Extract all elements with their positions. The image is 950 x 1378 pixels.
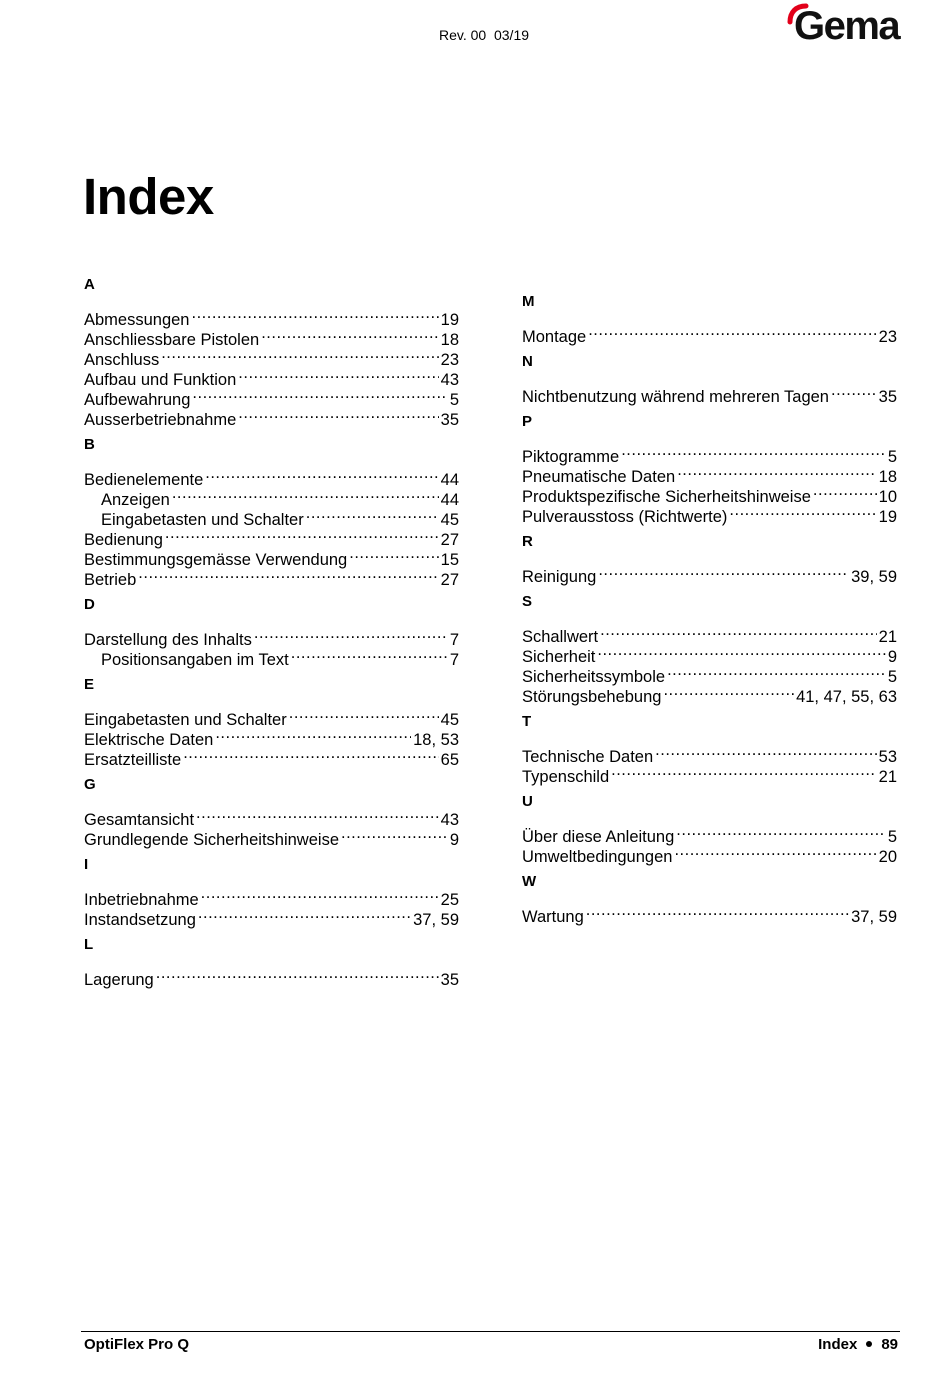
index-section <box>522 792 897 866</box>
index-section-letter: L <box>84 936 94 953</box>
index-page-ref: 65 <box>440 751 459 769</box>
index-term: Inbetriebnahme <box>84 891 199 909</box>
dot-leader <box>677 462 876 482</box>
footer-page-number: 89 <box>881 1336 898 1353</box>
index-term: Eingabetasten und Schalter <box>101 511 304 529</box>
index-section <box>84 775 459 849</box>
index-term: Reinigung <box>522 568 597 586</box>
index-term: Bedienelemente <box>84 471 204 489</box>
index-section <box>522 532 897 586</box>
index-term: Nichtbenutzung während mehreren Tagen <box>522 388 829 406</box>
index-section <box>522 712 897 786</box>
dot-leader <box>261 325 438 345</box>
index-entry <box>522 622 897 646</box>
index-page-ref: 43 <box>440 371 459 389</box>
dot-leader <box>238 405 438 425</box>
index-entry <box>84 885 459 909</box>
index-section-letter: W <box>522 873 537 890</box>
dot-leader <box>138 565 438 585</box>
footer-page-info <box>818 1336 898 1353</box>
index-section <box>522 412 897 526</box>
index-page-ref: 19 <box>440 311 459 329</box>
index-term: Pneumatische Daten <box>522 468 676 486</box>
index-section-letter: U <box>522 793 533 810</box>
index-page-ref: 21 <box>878 628 897 646</box>
dot-leader <box>667 662 886 682</box>
index-page-ref: 7 <box>449 651 459 669</box>
index-term: Betrieb <box>84 571 137 589</box>
index-page-ref: 43 <box>440 811 459 829</box>
dot-leader <box>600 622 877 642</box>
index-section-letter: P <box>522 413 533 430</box>
dot-leader <box>586 902 849 922</box>
index-column-left <box>84 270 459 995</box>
index-page-ref: 21 <box>878 768 897 786</box>
dot-leader <box>729 502 876 522</box>
index-section <box>522 352 897 406</box>
dot-leader <box>597 642 885 662</box>
index-entry <box>84 805 459 829</box>
index-term: Grundlegende Sicherheitshinweise <box>84 831 339 849</box>
dot-leader <box>254 625 448 645</box>
index-page-ref: 44 <box>440 491 459 509</box>
index-section <box>522 872 897 926</box>
index-page-ref: 10 <box>878 488 897 506</box>
index-page-ref: 37, 59 <box>413 911 459 929</box>
index-term: Anzeigen <box>101 491 170 509</box>
dot-leader <box>813 482 877 502</box>
index-term: Instandsetzung <box>84 911 196 929</box>
dot-leader <box>598 562 849 582</box>
dot-leader <box>349 545 438 565</box>
index-page-ref: 45 <box>440 511 459 529</box>
index-entry <box>84 705 459 729</box>
index-page-ref: 18 <box>878 468 897 486</box>
index-section-letter: B <box>84 436 95 453</box>
dot-leader <box>663 682 794 702</box>
dot-leader <box>588 322 876 342</box>
index-section <box>84 675 459 769</box>
dot-leader <box>165 525 439 545</box>
index-section-letter: E <box>84 676 95 693</box>
index-term: Wartung <box>522 908 584 926</box>
index-page-ref: 18, 53 <box>413 731 459 749</box>
index-term: Sicherheitssymbole <box>522 668 666 686</box>
index-term: Piktogramme <box>522 448 620 466</box>
index-entry <box>522 322 897 346</box>
dot-leader <box>306 505 439 525</box>
dot-leader <box>831 382 877 402</box>
index-entry <box>522 562 897 586</box>
index-page-ref: 23 <box>878 328 897 346</box>
dot-leader <box>215 725 411 745</box>
index-section-letter: R <box>522 533 533 550</box>
index-section-letter: M <box>522 293 535 310</box>
index-term: Umweltbedingungen <box>522 848 673 866</box>
footer-divider <box>81 1331 900 1332</box>
dot-leader <box>192 305 439 325</box>
dot-leader <box>198 905 411 925</box>
index-page-ref: 5 <box>449 391 459 409</box>
dot-leader <box>341 825 448 845</box>
index-section <box>84 595 459 669</box>
index-term: Bedienung <box>84 531 163 549</box>
index-term: Darstellung des Inhalts <box>84 631 252 649</box>
index-page-ref: 5 <box>887 448 897 466</box>
index-term: Ersatzteilliste <box>84 751 182 769</box>
index-page-ref: 18 <box>440 331 459 349</box>
footer-section-name: Index <box>818 1336 858 1353</box>
index-term: Bestimmungsgemässe Verwendung <box>84 551 348 569</box>
index-page-ref: 39, 59 <box>851 568 897 586</box>
index-term: Aufbewahrung <box>84 391 191 409</box>
dot-leader <box>676 822 886 842</box>
index-term: Lagerung <box>84 971 154 989</box>
index-term: Eingabetasten und Schalter <box>84 711 287 729</box>
index-term: Über diese Anleitung <box>522 828 675 846</box>
index-section-letter: T <box>522 713 532 730</box>
index-term: Abmessungen <box>84 311 190 329</box>
index-section-letter: I <box>84 856 89 873</box>
dot-leader <box>674 842 876 862</box>
index-term: Typenschild <box>522 768 610 786</box>
index-page-ref: 25 <box>440 891 459 909</box>
index-column-right <box>522 287 897 932</box>
index-entry <box>522 742 897 766</box>
index-term: Anschliessbare Pistolen <box>84 331 260 349</box>
dot-leader <box>172 485 439 505</box>
index-section-letter: N <box>522 353 533 370</box>
index-page-ref: 7 <box>449 631 459 649</box>
index-page-ref: 35 <box>440 971 459 989</box>
index-page-ref: 35 <box>440 411 459 429</box>
index-term: Positionsangaben im Text <box>101 651 289 669</box>
index-page-ref: 41, 47, 55, 63 <box>796 688 897 706</box>
dot-leader <box>238 365 438 385</box>
bullet-icon <box>866 1341 872 1347</box>
index-section <box>84 855 459 929</box>
index-page-ref: 5 <box>887 668 897 686</box>
index-entry <box>84 305 459 329</box>
dot-leader <box>289 705 439 725</box>
index-term: Gesamtansicht <box>84 811 195 829</box>
index-entry <box>522 382 897 406</box>
index-page-ref: 15 <box>440 551 459 569</box>
index-term: Schallwert <box>522 628 599 646</box>
page-title: Index <box>83 168 214 225</box>
index-term: Elektrische Daten <box>84 731 214 749</box>
index-entry <box>84 625 459 649</box>
index-term: Pulverausstoss (Richtwerte) <box>522 508 728 526</box>
index-page-ref: 44 <box>440 471 459 489</box>
index-section-letter: S <box>522 593 533 610</box>
index-entry <box>84 965 459 989</box>
dot-leader <box>161 345 438 365</box>
index-page-ref: 53 <box>878 748 897 766</box>
index-entry <box>522 822 897 846</box>
index-entry <box>84 465 459 489</box>
index-page-ref: 27 <box>440 531 459 549</box>
index-section-letter: G <box>84 776 96 793</box>
index-term: Produktspezifische Sicherheitshinweise <box>522 488 811 506</box>
dot-leader <box>156 965 439 985</box>
index-page-ref: 9 <box>887 648 897 666</box>
index-entry <box>522 902 897 926</box>
index-page-ref: 45 <box>440 711 459 729</box>
revision-label: Rev. 00 03/19 <box>439 27 530 43</box>
dot-leader <box>183 745 438 765</box>
index-page-ref: 5 <box>887 828 897 846</box>
index-entry <box>522 442 897 466</box>
index-term: Störungsbehebung <box>522 688 662 706</box>
index-term: Anschluss <box>84 351 160 369</box>
dot-leader <box>291 645 448 665</box>
index-section <box>522 592 897 706</box>
dot-leader <box>655 742 876 762</box>
index-section <box>84 275 459 429</box>
dot-leader <box>196 805 439 825</box>
dot-leader <box>621 442 886 462</box>
index-page-ref: 23 <box>440 351 459 369</box>
index-section-letter: A <box>84 276 95 293</box>
index-term: Technische Daten <box>522 748 654 766</box>
index-page-ref: 19 <box>878 508 897 526</box>
index-term: Aufbau und Funktion <box>84 371 237 389</box>
index-section-letter: D <box>84 596 95 613</box>
index-entry <box>84 565 459 589</box>
footer-product-name: OptiFlex Pro Q <box>84 1336 190 1353</box>
index-term: Sicherheit <box>522 648 596 666</box>
dot-leader <box>611 762 877 782</box>
index-page-ref: 35 <box>878 388 897 406</box>
index-page-ref: 37, 59 <box>851 908 897 926</box>
index-term: Montage <box>522 328 587 346</box>
dot-leader <box>205 465 438 485</box>
dot-leader <box>192 385 447 405</box>
logo-wordmark: Gema <box>794 4 900 48</box>
index-section <box>84 435 459 589</box>
index-page-ref: 27 <box>440 571 459 589</box>
index-page-ref: 20 <box>878 848 897 866</box>
index-page-ref: 9 <box>449 831 459 849</box>
index-section <box>84 935 459 989</box>
index-section <box>522 292 897 346</box>
index-term: Ausserbetriebnahme <box>84 411 237 429</box>
dot-leader <box>201 885 439 905</box>
gema-logo <box>786 2 901 46</box>
